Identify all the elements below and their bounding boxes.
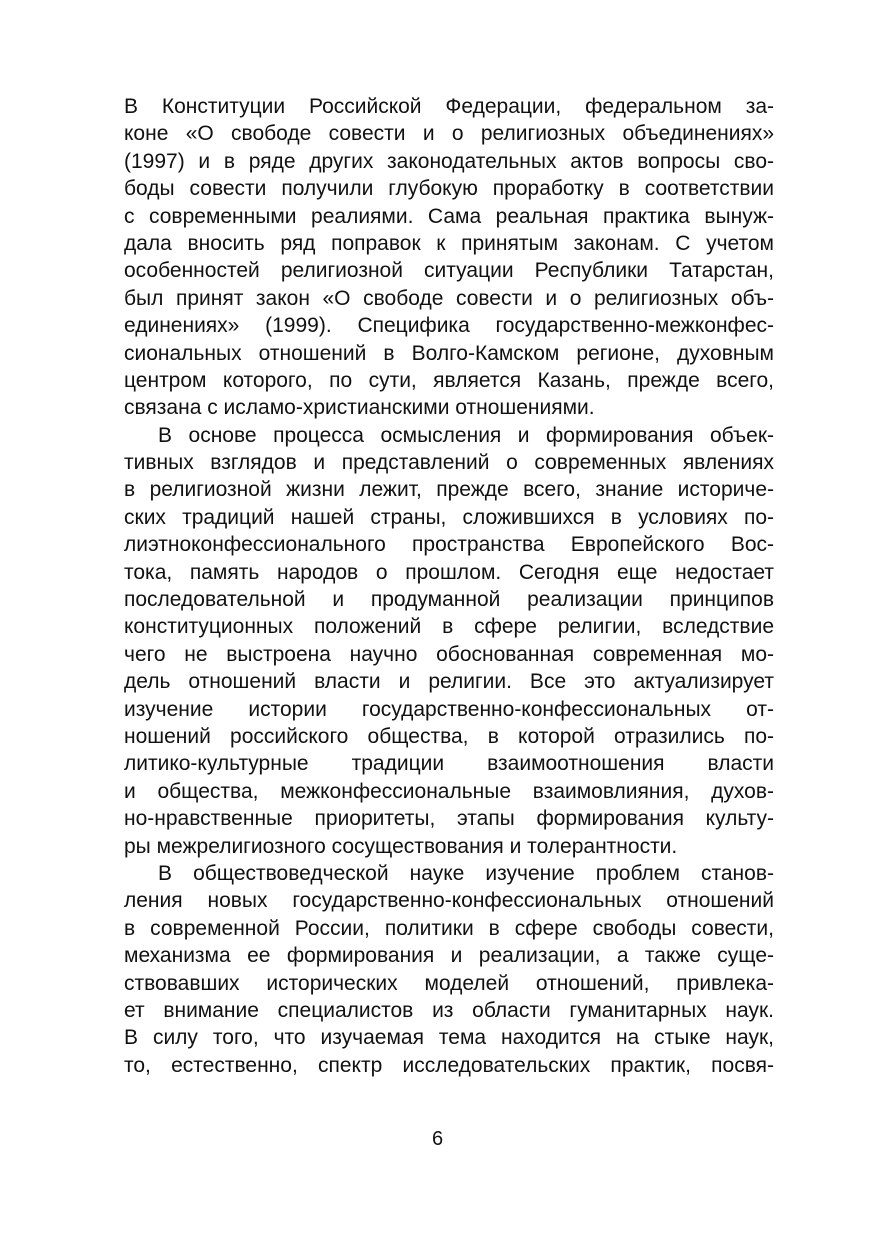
text-line: В основе процесса осмысления и формирования объек-	[158, 423, 774, 447]
text-line: последовательной и продуманной реализации принципов	[124, 588, 774, 612]
text-line: механизма ее формирования и реализации, а также суще-	[124, 944, 774, 968]
text-line: сиональных отношений в Волго-Камском регионе, духовным	[124, 341, 774, 365]
paragraph-2	[124, 422, 774, 860]
text-line: в религиозной жизни лежит, прежде всего, знание историче-	[124, 478, 774, 502]
text-line: дала вносить ряд поправок к принятым законам. С учетом	[124, 231, 774, 255]
text-line: В силу того, что изучаемая тема находится на стыке наук,	[124, 1026, 774, 1050]
text-line: и общества, межконфессиональные взаимовлияния, духов-	[124, 779, 774, 803]
text-line: центром которого, по сути, является Казань, прежде всего,	[124, 368, 774, 392]
text-line: коне «О свободе совести и о религиозных объединениях»	[124, 122, 774, 146]
text-line: чего не выстроена научно обоснованная современная мо-	[124, 642, 774, 666]
text-line: литико-культурные традиции взаимоотношения власти	[124, 752, 774, 776]
text-line: (1997) и в ряде других законодательных актов вопросы сво-	[124, 149, 774, 173]
text-line: дель отношений власти и религии. Все это актуализирует	[124, 670, 774, 694]
text-line: ских традиций нашей страны, сложившихся в условиях по-	[124, 505, 774, 529]
text-line: с современными реалиями. Сама реальная практика вынуж-	[124, 204, 774, 228]
text-line: единениях» (1999). Специфика государственно-межконфес-	[124, 314, 774, 338]
text-line: то, естественно, спектр исследовательских практик, посвя-	[124, 1053, 774, 1077]
text-line: конституционных положений в сфере религии, вследствие	[124, 615, 774, 639]
paragraph-3	[124, 860, 774, 1079]
page-number: 6	[431, 1128, 444, 1150]
text-line: ет внимание специалистов из области гуманитарных наук.	[124, 998, 774, 1022]
text-line: лиэтноконфессионального пространства Европейского Вос-	[124, 533, 774, 557]
text-line: изучение истории государственно-конфессиональных от-	[124, 697, 774, 721]
text-line: тока, память народов о прошлом. Сегодня еще недостает	[124, 560, 774, 584]
text-line: ствовавших исторических моделей отношений, привлека-	[124, 971, 774, 995]
text-line: в современной России, политики в сфере свободы совести,	[124, 916, 774, 940]
text-line: боды совести получили глубокую проработку в соответствии	[124, 177, 774, 201]
body-text	[124, 93, 774, 1079]
text-line: связана с исламо-христианскими отношениями.	[124, 396, 595, 420]
text-line: В обществоведческой науке изучение проблем станов-	[158, 861, 774, 885]
text-line: особенностей религиозной ситуации Республики Татарстан,	[124, 259, 774, 283]
text-line: был принят закон «О свободе совести и о религиозных объ-	[124, 286, 774, 310]
text-line: тивных взглядов и представлений о современных явлениях	[124, 451, 774, 475]
text-line: ношений российского общества, в которой отразились по-	[124, 724, 774, 748]
text-line: В Конституции Российской Федерации, федеральном за-	[124, 95, 774, 118]
text-line: ры межрелигиозного сосуществования и толерантности.	[124, 834, 678, 858]
text-line: но-нравственные приоритеты, этапы формирования культу-	[124, 807, 774, 831]
text-line: ления новых государственно-конфессиональных отношений	[124, 889, 774, 913]
paragraph-1	[124, 93, 774, 422]
